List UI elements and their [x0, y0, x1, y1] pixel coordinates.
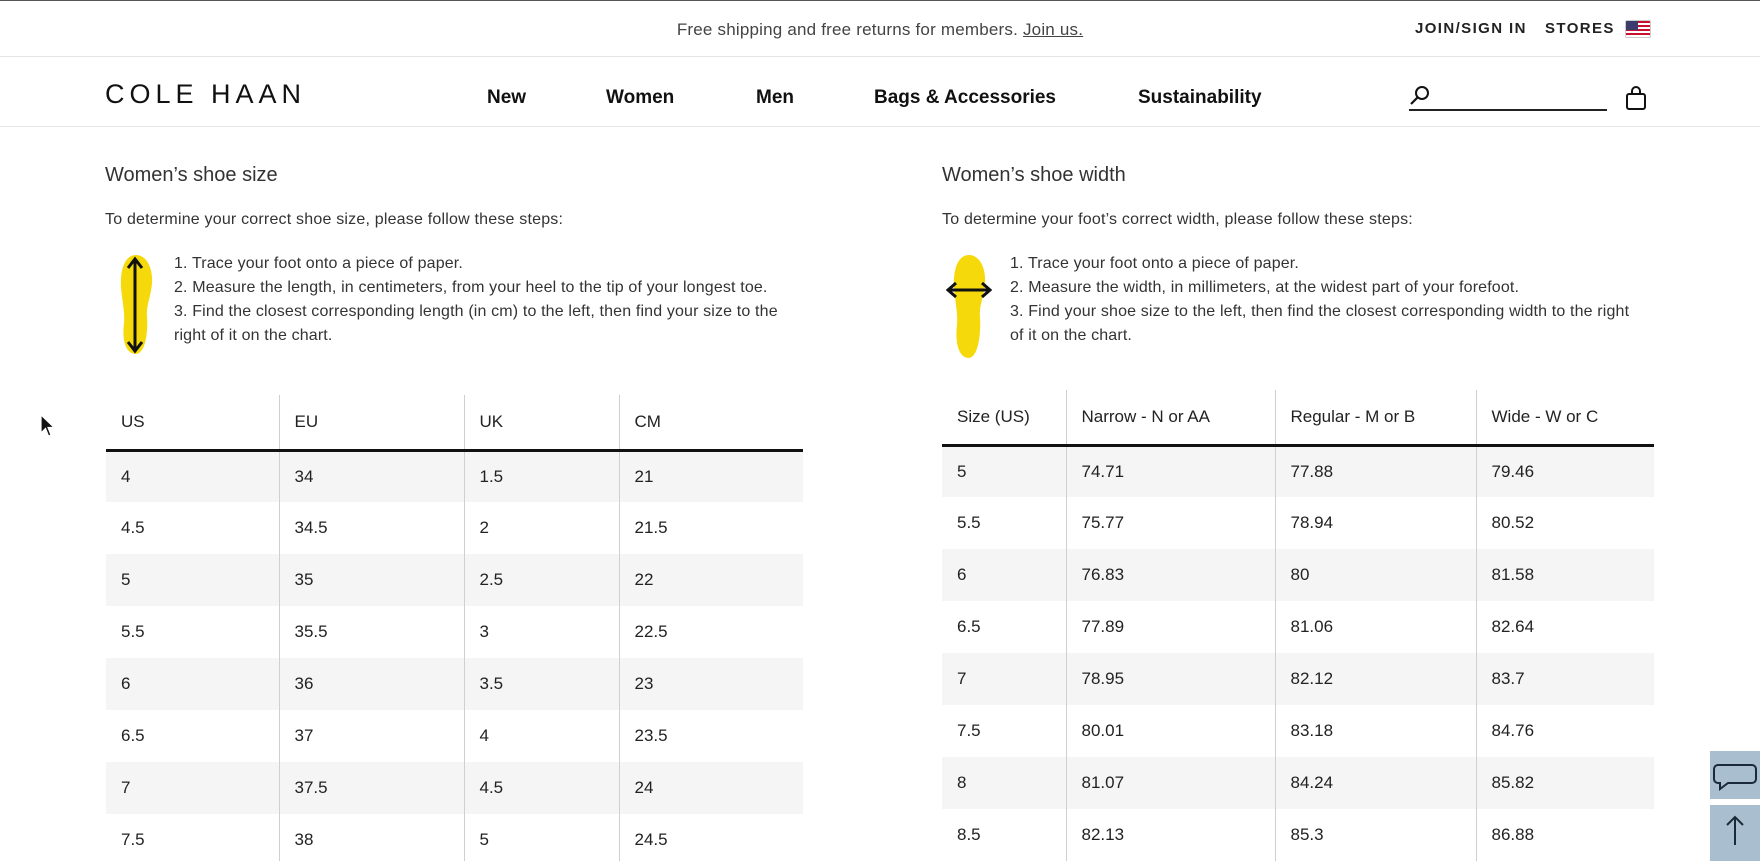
chat-icon — [1710, 751, 1760, 799]
table-cell: 6 — [942, 549, 1066, 601]
arrow-up-icon — [1710, 805, 1760, 855]
table-cell: 80.01 — [1066, 705, 1275, 757]
table-row — [106, 710, 803, 762]
table-row — [106, 502, 803, 554]
foot-length-icon — [116, 253, 156, 357]
table-cell: 1.5 — [464, 450, 619, 502]
table-cell: 2 — [464, 502, 619, 554]
table-cell: 81.58 — [1476, 549, 1654, 601]
table-cell: 34 — [279, 450, 464, 502]
table-cell: 37 — [279, 710, 464, 762]
table-cell: 81.07 — [1066, 757, 1275, 809]
table-cell: 77.88 — [1275, 445, 1476, 497]
table-row — [106, 658, 803, 710]
size-table — [106, 395, 803, 861]
table-cell: 5 — [942, 445, 1066, 497]
table-cell: 3 — [464, 606, 619, 658]
width-table-header — [942, 390, 1654, 445]
width-step-3: 3. Find your shoe size to the left, then find the closest corresponding width to the right of it on the chart. — [1010, 303, 1630, 344]
table-cell: 3.5 — [464, 658, 619, 710]
join-sign-in-link[interactable]: JOIN/SIGN IN — [1415, 20, 1527, 37]
col-regular: Regular - M or B — [1275, 390, 1476, 445]
promo-text: Free shipping and free returns for members. — [676, 20, 1019, 39]
table-cell: 8 — [942, 757, 1066, 809]
table-cell: 85.82 — [1476, 757, 1654, 809]
table-cell: 2.5 — [464, 554, 619, 606]
table-cell: 35 — [279, 554, 464, 606]
table-row — [942, 445, 1654, 497]
table-cell: 22.5 — [619, 606, 803, 658]
table-cell: 35.5 — [279, 606, 464, 658]
table-row — [106, 450, 803, 502]
table-cell: 21.5 — [619, 502, 803, 554]
table-cell: 4.5 — [464, 762, 619, 814]
join-us-link[interactable]: Join us. — [1022, 20, 1084, 39]
width-steps — [1010, 252, 1640, 348]
table-cell: 79.46 — [1476, 445, 1654, 497]
width-intro: To determine your foot’s correct width, please follow these steps: — [942, 211, 1413, 228]
col-narrow: Narrow - N or AA — [1066, 390, 1275, 445]
table-cell: 6.5 — [121, 726, 145, 745]
nav-new[interactable]: New — [487, 87, 527, 108]
width-step-1: 1. Trace your foot onto a piece of paper. — [1010, 255, 1300, 272]
table-cell: 83.18 — [1275, 705, 1476, 757]
width-section-title: Women’s shoe width — [942, 164, 1126, 186]
table-cell: 23 — [619, 658, 803, 710]
table-cell: 77.89 — [1066, 601, 1275, 653]
table-cell: 21 — [619, 450, 803, 502]
table-cell: 22 — [619, 554, 803, 606]
back-to-top-button[interactable] — [1710, 805, 1760, 861]
table-cell: 6.5 — [957, 617, 981, 636]
chat-button[interactable] — [1710, 751, 1760, 799]
stores-link[interactable]: STORES — [1545, 20, 1615, 37]
search-box — [1409, 83, 1607, 111]
table-cell: 74.71 — [1066, 445, 1275, 497]
table-row — [942, 601, 1654, 653]
table-row — [942, 653, 1654, 705]
table-cell: 78.95 — [1066, 653, 1275, 705]
table-row — [106, 762, 803, 814]
size-step-2: 2. Measure the length, in centimeters, from your heel to the tip of your longest toe. — [174, 279, 768, 296]
table-row — [106, 606, 803, 658]
table-cell: 78.94 — [1275, 497, 1476, 549]
table-cell: 84.76 — [1476, 705, 1654, 757]
table-cell: 4 — [106, 450, 279, 502]
site-header — [0, 57, 1760, 127]
size-steps — [174, 252, 806, 348]
table-row — [942, 809, 1654, 861]
col-wide: Wide - W or C — [1476, 390, 1654, 445]
table-row — [942, 549, 1654, 601]
width-table — [942, 390, 1654, 861]
table-row — [106, 814, 803, 861]
table-cell: 80.52 — [1476, 497, 1654, 549]
size-table-header — [106, 395, 803, 450]
foot-width-icon — [946, 253, 992, 361]
nav-men[interactable]: Men — [756, 87, 794, 108]
table-cell: 4.5 — [121, 518, 145, 537]
table-cell: 4 — [464, 710, 619, 762]
table-cell: 5 — [464, 814, 619, 861]
table-cell: 38 — [279, 814, 464, 861]
table-cell: 5.5 — [957, 513, 981, 532]
size-section-title: Women’s shoe size — [105, 164, 278, 186]
nav-sustainability[interactable]: Sustainability — [1138, 87, 1262, 108]
logo[interactable]: COLE HAAN — [105, 79, 307, 109]
promo-bar — [0, 0, 1760, 57]
table-cell: 85.3 — [1275, 809, 1476, 861]
table-cell: 6 — [106, 658, 279, 710]
table-cell: 83.7 — [1476, 653, 1654, 705]
table-cell: 34.5 — [279, 502, 464, 554]
col-size-us: Size (US) — [942, 390, 1066, 445]
nav-women[interactable]: Women — [606, 87, 675, 108]
table-row — [106, 554, 803, 606]
size-step-1: 1. Trace your foot onto a piece of paper. — [174, 255, 464, 272]
table-cell: 86.88 — [1476, 809, 1654, 861]
table-row — [942, 705, 1654, 757]
table-cell: 5 — [106, 554, 279, 606]
table-cell: 81.06 — [1275, 601, 1476, 653]
table-cell: 7.5 — [121, 830, 145, 849]
table-row — [942, 497, 1654, 549]
table-cell: 7 — [942, 653, 1066, 705]
table-cell: 82.13 — [1066, 809, 1275, 861]
search-input[interactable] — [1437, 83, 1605, 107]
shopping-bag-icon[interactable] — [1625, 86, 1647, 110]
table-cell: 37.5 — [279, 762, 464, 814]
size-intro: To determine your correct shoe size, please follow these steps: — [105, 211, 564, 228]
width-step-2: 2. Measure the width, in millimeters, at the widest part of your forefoot. — [1010, 279, 1520, 296]
mouse-cursor-icon — [40, 414, 56, 438]
col-cm: CM — [619, 395, 803, 450]
table-cell: 24.5 — [619, 814, 803, 861]
col-eu: EU — [279, 395, 464, 450]
table-cell: 7.5 — [957, 721, 981, 740]
table-cell: 76.83 — [1066, 549, 1275, 601]
search-icon[interactable] — [1409, 85, 1431, 107]
table-cell: 36 — [279, 658, 464, 710]
table-cell: 8.5 — [957, 825, 981, 844]
col-uk: UK — [464, 395, 619, 450]
col-us: US — [106, 395, 279, 450]
table-cell: 5.5 — [121, 622, 145, 641]
table-cell: 80 — [1275, 549, 1476, 601]
table-cell: 75.77 — [1066, 497, 1275, 549]
table-cell: 7 — [106, 762, 279, 814]
table-row — [942, 757, 1654, 809]
nav-bags-accessories[interactable]: Bags & Accessories — [874, 87, 1057, 108]
us-flag-icon[interactable] — [1625, 20, 1651, 38]
table-cell: 82.64 — [1476, 601, 1654, 653]
table-cell: 84.24 — [1275, 757, 1476, 809]
size-step-3: 3. Find the closest corresponding length (in cm) to the left, then find your size to the right of it on the chart. — [174, 303, 778, 344]
table-cell: 24 — [619, 762, 803, 814]
table-cell: 82.12 — [1275, 653, 1476, 705]
table-cell: 23.5 — [619, 710, 803, 762]
